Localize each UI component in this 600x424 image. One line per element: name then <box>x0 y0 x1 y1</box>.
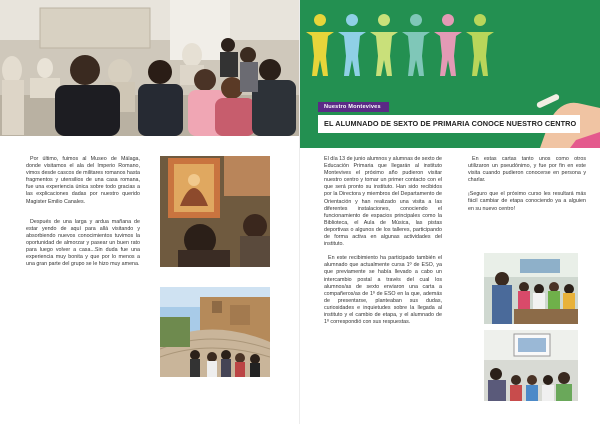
presentation-room-photo <box>484 330 578 401</box>
museum-visit-photo <box>0 0 300 136</box>
malaga-roman-theatre-photo <box>160 287 270 377</box>
left-paragraph-1: Por último, fuimos al Museo de Málaga, donde visitamos el ala del Imperio Romano, vimos desde cascos de militares romanos hasta fragmentos y utensilios de una casa romana, fue una experiencia única sobre todo gracias a las explicaciones dadas por nuestro querido Magister Emilio Canales. <box>26 156 140 205</box>
headline-box <box>318 115 580 133</box>
header-banner <box>300 0 600 148</box>
column1-paragraph-1: El día 13 de junio alumnos y alumnas de sexto de Educación Primaria que llegarán al instituto Montevives el próximo año pudieron visitar nuestro centro y tomar un primer contacto con el que será pronto su instituto. Han sido recibidos por la Directora y miembros del Departamento de Orientación y han realizado una visita a las diferentes instalaciones, conociendo el funcionamiento de espacios principales como la Biblioteca, el Aula de Música, las pistas deportivas o algunos de los talleres, participando de forma activa en algunas actividades del instituto. <box>324 156 442 248</box>
article-column-2 <box>468 156 586 213</box>
museum-mosaic-photo <box>160 156 270 267</box>
column2-paragraph-1: En estas cartas tanto unos como otros utilizaron un pseudónimo, y fue por fin en este visita cuando pudieron conocerse en persona y charlar. <box>468 156 586 184</box>
left-article-text <box>26 156 140 268</box>
section-tag: Nuestro Montevives <box>318 102 389 112</box>
classroom-visit-photo <box>484 253 578 324</box>
article-headline: EL ALUMNADO DE SEXTO DE PRIMARIA CONOCE NUESTRO CENTRO <box>324 119 577 128</box>
right-page <box>300 0 600 424</box>
column1-paragraph-2: En este recibimiento ha participado también el alumnado que actualmente cursa 1º de ESO, ya que previamente se había llevado a cabo un intercambio postal a través del cual los alumnos/as de sexto enviaron una carta a compañeros/as de 1º de ESO en la que, además de presentarse, planteaban sus dudas, curiosidades e inquietudes sobre la llegada al instituto y el cambio de etapa, y el alumnado de 1º correspondió con sus respuestas. <box>324 255 442 326</box>
column2-paragraph-2: ¡Seguro que el próximo curso les resultará más fácil cambiar de etapa conociendo ya a alguien en su nuevo centro! <box>468 191 586 212</box>
left-paragraph-2: Después de una larga y ardua mañana de estar yendo de aquí para allá visitando y absorbiendo nuevos conocimientos tuvimos la oportunidad de almorzar y pasear un buen rato para luego volver a casa...Sin duda fue una experiencia muy bonita y que por lo menos a una gran parte del grupo se le hizo muy amena. <box>26 218 140 268</box>
article-column-1 <box>324 156 442 326</box>
